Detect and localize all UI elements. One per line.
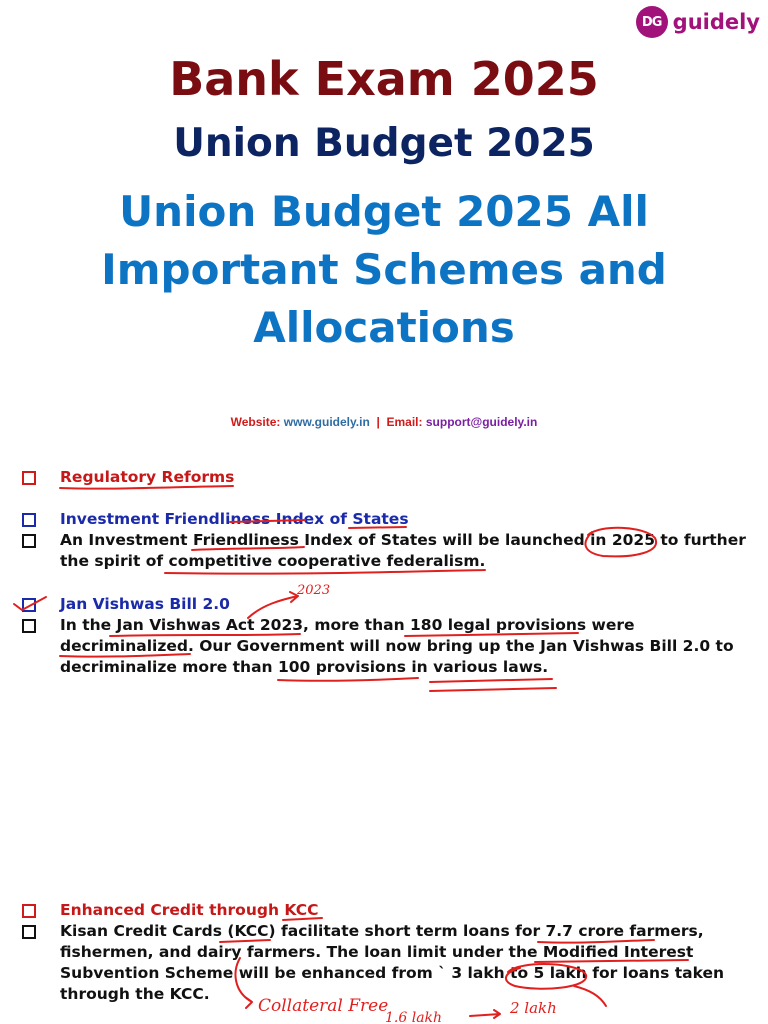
- section-body-kcc: [22, 921, 758, 1005]
- body-text: An Investment Friendliness Index of States will be launched in 2025 to further the spirit of competitive cooperative federalism.: [60, 531, 746, 570]
- checkbox-bullet-icon: [22, 925, 36, 939]
- email-link[interactable]: support@guidely.in: [425, 415, 538, 429]
- checkbox-bullet-icon: [22, 471, 36, 485]
- section-heading-investment-index: [22, 509, 758, 530]
- annotation-lakh-to: 2 lakh: [510, 999, 557, 1017]
- section-body-jan-vishwas: [22, 615, 758, 678]
- body-text: In the Jan Vishwas Act 2023, more than 180 legal provisions were decriminalized. Our Government will now bring up the Jan Vishwas Bill 2.0 to decriminalize more than 100 provisions in various laws.: [60, 616, 734, 676]
- annotation-collateral: Collateral Free: [258, 996, 389, 1016]
- body-text: Kisan Credit Cards (KCC) facilitate short term loans for 7.7 crore farmers, fishermen, and dairy farmers. The loan limit under the Modified Interest Subvention Scheme will be enhanced from ` 3 lakh to 5 lakh for loans taken through the KCC.: [60, 922, 725, 1003]
- checkbox-bullet-icon: [22, 904, 36, 918]
- website-link[interactable]: www.guidely.in: [283, 415, 370, 429]
- underline-various-laws-1: [430, 679, 552, 682]
- guidely-logo: [636, 6, 760, 38]
- checkbox-bullet-icon: [22, 619, 36, 633]
- checkbox-bullet-icon: [22, 513, 36, 527]
- contact-line: [0, 415, 768, 429]
- heading-text: Regulatory Reforms: [60, 468, 235, 486]
- heading-text: Enhanced Credit through KCC: [60, 901, 319, 919]
- heading-text: Jan Vishwas Bill 2.0: [60, 595, 230, 613]
- email-label: Email:: [386, 415, 423, 429]
- section-heading-kcc: [22, 900, 758, 921]
- section-heading-jan-vishwas: [22, 594, 758, 615]
- contact-separator: |: [376, 415, 380, 429]
- title-bank-exam: Bank Exam 2025: [169, 52, 599, 106]
- annotation-lakh-from: 1.6 lakh: [385, 1010, 443, 1024]
- logo-name: guidely: [672, 10, 760, 34]
- arrow-lakh: [470, 1010, 500, 1018]
- title-union-budget: Union Budget 2025: [173, 121, 595, 166]
- heading-text: Investment Friendliness Index of States: [60, 510, 409, 528]
- underline-100-provisions: [278, 678, 418, 681]
- logo-mark-icon: DG: [636, 6, 668, 38]
- website-label: Website:: [230, 415, 281, 429]
- section-heading-regulatory-reforms: [22, 467, 758, 488]
- section-body-investment-index: [22, 530, 758, 572]
- checkbox-bullet-icon: [22, 598, 36, 612]
- annotation-year: 2023: [297, 583, 331, 598]
- title-schemes-allocations: Union Budget 2025 All Important Schemes and Allocations: [101, 187, 667, 352]
- checkbox-bullet-icon: [22, 534, 36, 548]
- underline-various-laws-2: [430, 688, 556, 691]
